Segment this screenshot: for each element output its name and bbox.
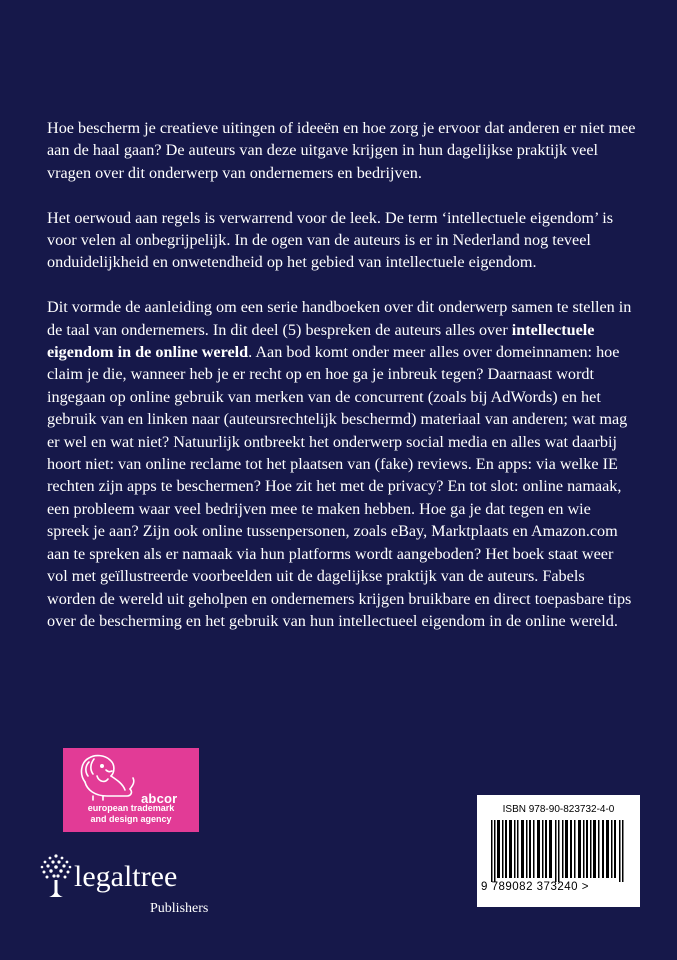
back-cover-text	[47, 117, 637, 655]
abcor-tagline-line2: and design agency	[90, 814, 172, 824]
isbn-barcode	[477, 795, 640, 907]
legaltree-logo	[38, 852, 213, 927]
paragraph-series	[47, 296, 637, 632]
paragraph-series-rest: . Aan bod komt onder meer alles over domeinnamen: hoe claim je die, wanneer heb je er recht op en hoe ga je inbreuk tegen? Daarnaast wordt ingegaan op online gebruik van merken van de concurrent (zoals bij AdWords) en het gebruik van en linken naar (auteursrechtelijk beschermd) materiaal van anderen; wat mag er wel en wat niet? Natuurlijk ontbreekt het onderwerp social media en alles wat daarbij hoort niet: van online reclame tot het plaatsen van (fake) reviews. En apps: via welke IE rechten zijn apps te beschermen? Hoe zit het met de privacy? En tot slot: online namaak, een probleem waar veel bedrijven mee te maken hebben. Hoe ga je dat tegen en wie spreek je aan? Zijn ook online tussenpersonen, zoals eBay, Marktplaats en Amazon.com aan te spreken als er namaak via hun platforms wordt aangeboden? Het boek staat weer vol met geïllustreerde voorbeelden uit de dagelijkse praktijk van de auteurs. Fabels worden de wereld uit geholpen en ondernemers krijgen bruikbare en direct toepasbare tips over de bescherming en het gebruik van hun intellectueel eigendom in de online wereld.	[47, 343, 632, 630]
abcor-tagline	[63, 803, 199, 825]
lion-icon	[75, 752, 137, 802]
publisher-subtitle: Publishers	[150, 901, 209, 916]
abcor-name: abcor	[141, 791, 178, 806]
paragraph-rules: Het oerwoud aan regels is verwarrend voor de leek. De term ‘intellectuele eigendom’ is voor velen al onbegrijpelijk. In de ogen van de auteurs is er in Nederland nog teveel onduidelijkheid en onwetendheid op het gebied van intellectuele eigendom.	[47, 208, 614, 272]
paragraph-intro: Hoe bescherm je creatieve uitingen of ideeën en hoe zorg je ervoor dat anderen er niet mee aan de haal gaan? De auteurs van deze uitgave krijgen in hun dagelijkse praktijk veel vragen over dit onderwerp van ondernemers en bedrijven.	[47, 119, 636, 182]
publisher-name: legaltree	[74, 860, 178, 893]
isbn-label: ISBN 978-90-823732-4-0	[502, 804, 615, 815]
abcor-logo	[63, 748, 199, 832]
tree-icon	[38, 852, 74, 902]
barcode-digits: 9 789082 373240 >	[481, 881, 589, 893]
paragraph-series-emphasis: intellectuele eigendom in de online wereld	[47, 320, 595, 362]
barcode-bars	[485, 820, 633, 882]
paragraph-series-intro: Dit vormde de aanleiding om een serie handboeken over dit onderwerp samen te stellen in de taal van ondernemers. In dit deel (5) bespreken de auteurs alles over	[47, 298, 632, 339]
abcor-tagline-line1: european trademark	[87, 803, 175, 813]
